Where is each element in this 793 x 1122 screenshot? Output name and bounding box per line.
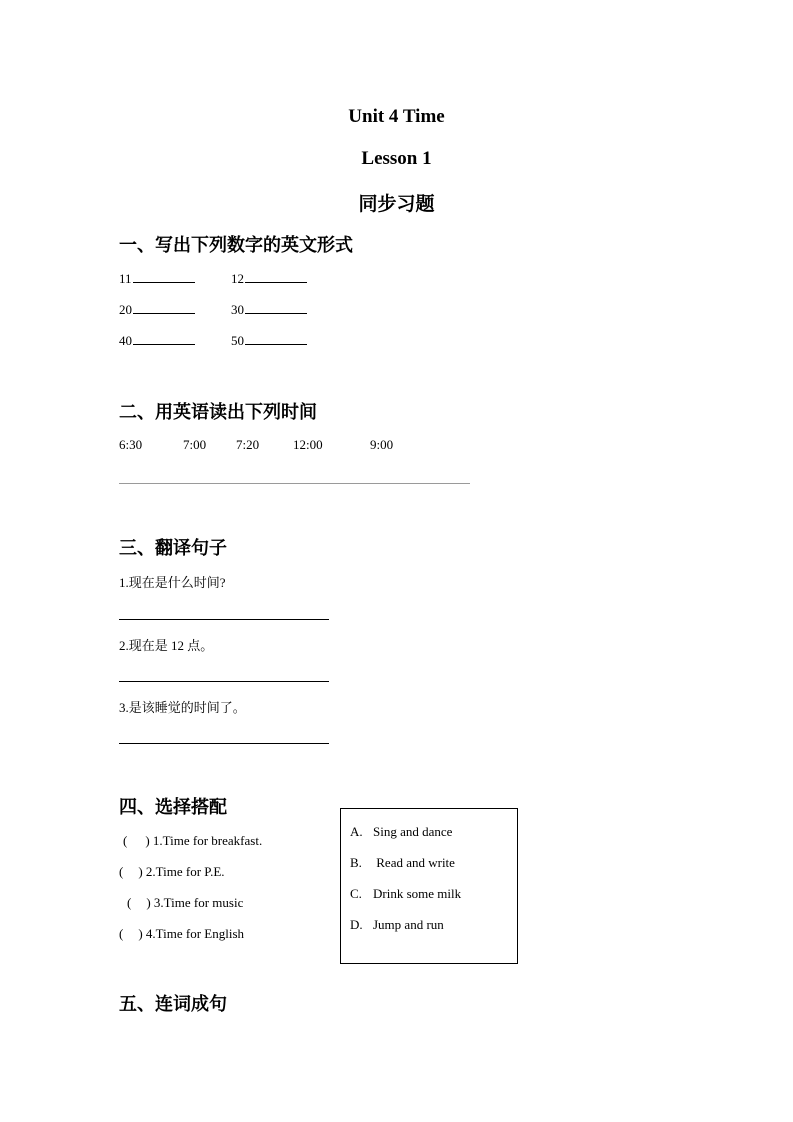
match-item-text: ) 2.Time for P.E. [138,864,225,879]
match-item [119,926,244,942]
match-item-text: ) 3.Time for music [146,895,244,910]
answer-line[interactable] [119,681,329,682]
number-item [231,333,307,349]
option-letter: B. [350,855,362,870]
option-item [350,917,444,933]
match-item [123,833,262,849]
answer-blank[interactable] [133,281,195,283]
answer-line[interactable] [119,743,329,744]
answer-blank[interactable] [245,312,307,314]
sentence-prompt: 2.现在是 12 点。 [119,638,214,653]
number-label: 20 [119,302,132,317]
number-label: 50 [231,333,244,348]
time-item: 7:20 [236,437,260,452]
sentence-prompt: 3.是该睡觉的时间了。 [119,700,246,715]
number-item [231,302,307,318]
option-item [350,824,452,840]
option-item [350,886,461,902]
answer-paren[interactable]: ( [119,864,124,879]
section5-heading: 五、连词成句 [119,994,227,1014]
time-item: 6:30 [119,437,143,452]
option-letter: C. [350,886,362,901]
number-label: 12 [231,271,244,286]
option-text: Drink some milk [373,886,462,901]
answer-blank[interactable] [133,343,195,345]
section1-heading: 一、写出下列数字的英文形式 [119,235,353,255]
number-label: 30 [231,302,244,317]
option-text: Jump and run [373,917,444,932]
number-item [231,271,307,287]
time-item: 9:00 [370,437,394,452]
sentence-prompt: 1.现在是什么时间? [119,575,226,590]
answer-blank[interactable] [245,343,307,345]
number-item [119,271,195,287]
number-label: 40 [119,333,132,348]
answer-line[interactable] [119,619,329,620]
answer-paren[interactable]: ( [127,895,132,910]
time-item: 12:00 [293,437,323,452]
number-label: 11 [119,271,132,286]
option-item [350,855,455,871]
worksheet-subtitle: 同步习题 [358,194,435,215]
section2-heading: 二、用英语读出下列时间 [119,402,317,422]
section3-heading: 三、翻译句子 [119,538,227,558]
lesson-title: Lesson 1 [361,148,432,169]
number-item [119,302,195,318]
option-text: Read and write [373,855,455,870]
option-letter: A. [350,824,363,839]
number-item [119,333,195,349]
answer-paren[interactable]: ( [123,833,128,848]
answer-paren[interactable]: ( [119,926,124,941]
answer-blank[interactable] [133,312,195,314]
unit-title: Unit 4 Time [348,106,445,127]
section4-heading: 四、选择搭配 [119,797,227,817]
answer-line[interactable] [119,483,470,484]
match-item-text: ) 4.Time for English [138,926,245,941]
options-box [340,808,518,964]
match-item [119,864,225,880]
answer-blank[interactable] [245,281,307,283]
option-text: Sing and dance [373,824,453,839]
option-letter: D. [350,917,363,932]
match-item-text: ) 1.Time for breakfast. [145,833,263,848]
time-item: 7:00 [183,437,207,452]
match-item [127,895,243,911]
